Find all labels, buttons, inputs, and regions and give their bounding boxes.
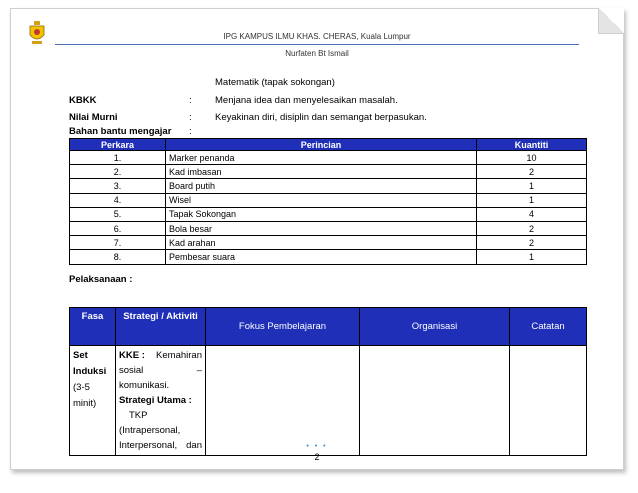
cell-no: 2. — [70, 165, 166, 179]
cell-item: Marker penanda — [166, 151, 477, 165]
bahan-header-row — [70, 139, 587, 151]
strategi-label: Strategi Utama : — [119, 395, 192, 406]
table-row — [70, 151, 587, 165]
table-row — [70, 193, 587, 207]
cell-qty: 1 — [477, 179, 587, 193]
table-row — [70, 165, 587, 179]
subject-line: Matematik (tapak sokongan) — [215, 77, 335, 88]
tkp-text: TKP — [129, 410, 148, 421]
field-colon: : — [189, 126, 192, 137]
field-colon: : — [189, 95, 192, 106]
col-header-fasa: Fasa — [70, 308, 116, 346]
cell-strategi — [116, 346, 206, 456]
cell-item: Board putih — [166, 179, 477, 193]
cell-no: 1. — [70, 151, 166, 165]
col-header-catatan: Catatan — [510, 308, 587, 346]
inter-a: Interpersonal, — [119, 440, 178, 451]
header-institution: IPG KAMPUS ILMU KHAS. CHERAS, Kuala Lumpur — [223, 32, 411, 41]
kke-line2-a: sosial — [119, 365, 144, 376]
fasa-title-2: Induksi — [73, 366, 107, 377]
cell-catatan — [510, 346, 587, 456]
bahan-table — [69, 138, 587, 265]
cell-qty: 1 — [477, 193, 587, 207]
document-page — [10, 8, 624, 470]
header-author: Nurfaten Bt Ismail — [285, 49, 349, 58]
field-label-bahan: Bahan bantu mengajar — [69, 126, 172, 137]
intra-text: (Intrapersonal, — [119, 425, 181, 436]
col-header-organisasi: Organisasi — [360, 308, 510, 346]
kke-line-2 — [119, 363, 202, 378]
cell-qty: 2 — [477, 236, 587, 250]
cell-fasa — [70, 346, 116, 456]
footer-dots: • • • — [306, 443, 328, 450]
col-header-kuantiti: Kuantiti — [477, 139, 587, 151]
cell-qty: 2 — [477, 165, 587, 179]
cell-no: 8. — [70, 250, 166, 264]
table-row — [70, 250, 587, 264]
field-label-kbkk: KBKK — [69, 95, 97, 106]
table-row — [70, 236, 587, 250]
cell-qty: 10 — [477, 151, 587, 165]
table-row — [70, 221, 587, 235]
kke-line — [119, 348, 202, 363]
col-header-perincian: Perincian — [166, 139, 477, 151]
cell-item: Wisel — [166, 193, 477, 207]
cell-item: Kad imbasan — [166, 165, 477, 179]
kke-word: Kemahiran — [156, 350, 202, 361]
field-colon: : — [189, 112, 192, 123]
kke-line2-b: – — [196, 365, 202, 376]
col-header-perkara: Perkara — [70, 139, 166, 151]
fasa-header-row — [70, 308, 587, 346]
page-curl — [598, 8, 624, 34]
fasa-time-2: minit) — [73, 398, 97, 409]
cell-no: 4. — [70, 193, 166, 207]
cell-item: Pembesar suara — [166, 250, 477, 264]
fasa-title-1: Set — [73, 350, 88, 361]
fasa-time-1: (3-5 — [73, 382, 90, 393]
cell-qty: 1 — [477, 250, 587, 264]
col-header-strategi: Strategi / Aktiviti — [116, 308, 206, 346]
cell-no: 3. — [70, 179, 166, 193]
cell-no: 6. — [70, 221, 166, 235]
kke-label: KKE : — [119, 350, 145, 361]
cell-qty: 2 — [477, 221, 587, 235]
field-value-nilai-murni: Keyakinan diri, disiplin dan semangat berpasukan. — [215, 112, 427, 123]
kke-line-3: komunikasi. — [119, 380, 170, 391]
cell-no: 7. — [70, 236, 166, 250]
cell-item: Kad arahan — [166, 236, 477, 250]
col-header-fokus: Fokus Pembelajaran — [206, 308, 360, 346]
cell-item: Tapak Sokongan — [166, 207, 477, 221]
cell-organisasi — [360, 346, 510, 456]
table-row — [70, 179, 587, 193]
cell-qty: 4 — [477, 207, 587, 221]
page-number: 2 — [314, 452, 320, 462]
cell-item: Bola besar — [166, 221, 477, 235]
inter-b: dan — [186, 440, 202, 451]
table-row — [70, 346, 587, 456]
field-value-kbkk: Menjana idea dan menyelesaikan masalah. — [215, 95, 398, 106]
pelaksanaan-heading: Pelaksanaan : — [69, 274, 133, 285]
fasa-table — [69, 307, 587, 456]
header-rule — [55, 44, 579, 45]
cell-no: 5. — [70, 207, 166, 221]
table-row — [70, 207, 587, 221]
field-label-nilai-murni: Nilai Murni — [69, 112, 118, 123]
cell-fokus — [206, 346, 360, 456]
